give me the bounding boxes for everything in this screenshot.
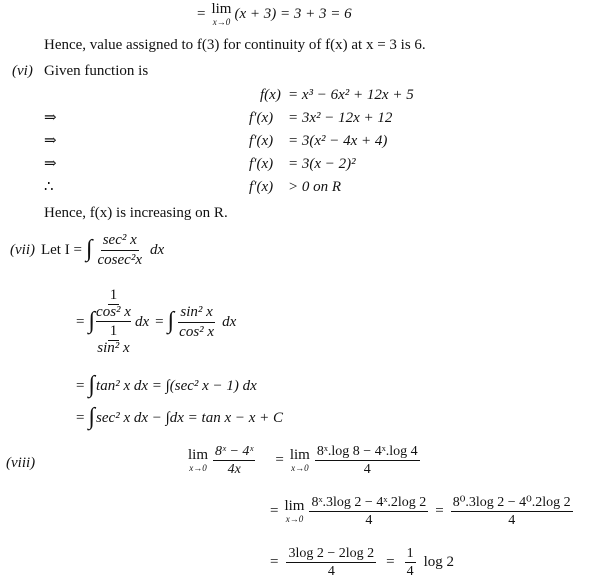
dx-text: dx (222, 313, 237, 330)
equals-sign: = (270, 554, 279, 571)
denominator-one: 1 (109, 323, 118, 339)
fraction-denominator: cosec²x (97, 251, 142, 268)
fraction-numerator: 8⁰.3log 2 − 4⁰.2log 2 (451, 495, 573, 512)
part-vi-label: (vi) (12, 63, 33, 79)
part-vii-let-line (10, 232, 164, 268)
dx-text: dx (149, 241, 165, 258)
part-vii-line3 (76, 374, 257, 398)
fraction (286, 546, 376, 580)
lim-text: lim (289, 447, 310, 464)
line-rhs: = x³ − 6x² + 12x + 5 (288, 87, 414, 103)
integral-sign: ∫ (88, 308, 96, 334)
part-viii-label: (viii) (6, 455, 36, 471)
line-symbol: ∴ (44, 179, 54, 195)
line-rhs: = 3x² − 12x + 12 (288, 110, 393, 126)
log-two: log 2 (423, 554, 455, 571)
fraction-denominator: 4 (327, 564, 335, 580)
limit-operator (211, 2, 231, 27)
lim-subscript: x→0 (291, 463, 309, 474)
derivation-line (44, 108, 464, 131)
limit-expression: (x + 3) = 3 + 3 = 6 (234, 6, 352, 22)
fraction-numerator: sin² x (178, 304, 214, 323)
integral-sign: ∫ (88, 404, 96, 430)
nested-fraction (96, 288, 131, 356)
lim-subscript: x→0 (212, 17, 231, 27)
sin-squared: sin² x (97, 340, 130, 356)
numerator-one: 1 (109, 287, 118, 303)
integral-sign: ∫ (167, 308, 175, 334)
part-viii-line1 (188, 444, 422, 478)
fraction (315, 444, 420, 478)
fraction-denominator: 4 (363, 462, 371, 478)
equals-sign: = (270, 503, 279, 520)
limit-operator (290, 448, 310, 473)
fraction (177, 304, 216, 340)
part-vi-derivation (44, 84, 464, 200)
fraction (451, 495, 573, 529)
equals-sign: = (155, 313, 164, 330)
limit-operator (284, 499, 304, 524)
equals-sign: = (386, 554, 395, 571)
fraction-numerator: sec² x (101, 232, 139, 251)
fraction-denominator: 4 (406, 564, 414, 580)
line-symbol: ⇒ (44, 156, 57, 172)
equals-sign: = (76, 377, 85, 394)
fraction-numerator: 8ˣ.log 8 − 4ˣ.log 4 (315, 444, 420, 461)
equals-sign: = (197, 6, 206, 22)
derivation-line (44, 154, 464, 177)
lim-subscript: x→0 (285, 514, 304, 525)
part-vi-intro: Given function is (44, 63, 149, 79)
line-rhs: = 3(x² − 4x + 4) (288, 133, 388, 149)
line-lhs: f(x) (260, 87, 281, 103)
derivation-line (44, 84, 464, 108)
equals-sign: = (275, 452, 284, 469)
part-vii-line4 (76, 406, 283, 430)
nested-numerator (96, 288, 131, 322)
fraction-denominator: 4x (227, 462, 241, 478)
nested-denominator (97, 322, 129, 356)
part-vii-label: (vii) (10, 241, 35, 258)
fraction-numerator: 8ˣ.3log 2 − 4ˣ.2log 2 (309, 495, 428, 512)
limit-line (197, 2, 352, 27)
fraction (309, 495, 428, 529)
dx-text: dx (134, 313, 150, 330)
line-lhs: f′(x) (249, 179, 274, 195)
line-rhs: = 3(x − 2)² (288, 156, 356, 172)
hence-statement-continuity: Hence, value assigned to f(3) for continuity of f(x) at x = 3 is 6. (44, 37, 426, 53)
fraction (405, 546, 416, 580)
equals-sign: = (76, 409, 85, 426)
cos-squared: cos² x (96, 304, 131, 320)
derivation-line (44, 177, 464, 200)
part-vi-hence: Hence, f(x) is increasing on R. (44, 205, 228, 221)
equals-sign: = (435, 503, 444, 520)
fraction-denominator: 4 (508, 513, 516, 529)
line-lhs: f′(x) (249, 110, 274, 126)
tan-squared-expression: tan² x dx = ∫(sec² x − 1) dx (96, 377, 257, 394)
lim-text: lim (211, 1, 232, 17)
integral-sign: ∫ (88, 372, 96, 398)
line-symbol: ⇒ (44, 110, 57, 126)
fraction-denominator: cos² x (179, 323, 215, 340)
line-lhs: f′(x) (249, 133, 274, 149)
line-symbol: ⇒ (44, 133, 57, 149)
line-lhs: f′(x) (249, 156, 274, 172)
equals-sign: = (76, 313, 85, 330)
part-viii-line2 (270, 495, 575, 529)
let-text: Let I = (40, 241, 82, 258)
derivation-line (44, 131, 464, 154)
fraction-numerator: 1 (405, 546, 416, 563)
integral-sign: ∫ (85, 236, 93, 262)
fraction-numerator: 8ˣ − 4ˣ (213, 444, 255, 461)
final-integral-result: sec² x dx − ∫dx = tan x − x + C (96, 409, 284, 426)
lim-text: lim (188, 447, 209, 464)
lim-subscript: x→0 (189, 463, 207, 474)
part-vii-nested-line (76, 288, 236, 356)
lim-text: lim (284, 498, 305, 515)
line-rhs: > 0 on R (288, 179, 342, 195)
fraction (96, 232, 144, 268)
part-viii-line3 (270, 546, 454, 580)
fraction-denominator: 4 (365, 513, 373, 529)
fraction (213, 444, 255, 478)
limit-operator (188, 448, 208, 473)
fraction-numerator: 3log 2 − 2log 2 (286, 546, 376, 563)
